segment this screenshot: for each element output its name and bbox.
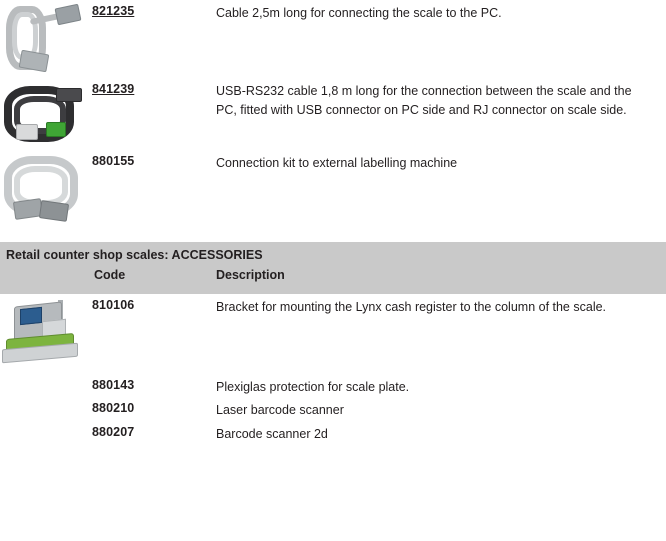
- product-code-link[interactable]: 821235: [92, 4, 135, 18]
- product-description: Laser barcode scanner: [216, 403, 344, 418]
- product-description-cell: [216, 421, 666, 444]
- table-header-row: [0, 268, 666, 294]
- product-code-cell: [92, 0, 216, 78]
- green-adapter-block: [46, 122, 66, 137]
- product-description-cell: [216, 374, 666, 397]
- section-title-bar: Retail counter shop scales: ACCESSORIES: [0, 242, 666, 268]
- table-row: [0, 294, 666, 374]
- product-description: Cable 2,5m long for connecting the scale to the PC.: [216, 6, 502, 20]
- product-description-cell: [216, 397, 666, 420]
- product-image-cell: [0, 150, 92, 228]
- product-description-cell: [216, 150, 666, 228]
- connector-right: [39, 200, 69, 222]
- accessories-table-top: [0, 0, 666, 242]
- grey-connection-kit-cable-image: [0, 150, 86, 228]
- accessories-table-section: [0, 268, 666, 444]
- register-display: [20, 307, 42, 325]
- product-code-cell: [92, 374, 216, 397]
- product-code: 880210: [92, 401, 135, 416]
- product-code: 880155: [92, 154, 135, 168]
- table-row: [0, 374, 666, 397]
- product-code: 810106: [92, 298, 135, 312]
- product-description: Plexiglas protection for scale plate.: [216, 380, 410, 394]
- column-header-description: Description: [216, 268, 666, 294]
- rj-connector: [16, 124, 38, 140]
- product-description: Bracket for mounting the Lynx cash register to the column of the scale.: [216, 300, 607, 314]
- table-row: [0, 150, 666, 228]
- product-description: Barcode scanner 2d: [216, 426, 328, 441]
- product-description-cell: [216, 294, 666, 374]
- product-image-cell: [0, 294, 92, 374]
- product-code: 880207: [92, 424, 135, 439]
- product-code-cell: [92, 294, 216, 374]
- lynx-cash-register-on-scale-image: [0, 294, 86, 374]
- table-row: [0, 0, 666, 78]
- section-gap: [0, 228, 666, 242]
- product-description-cell: [216, 78, 666, 150]
- table-row: [0, 421, 666, 444]
- product-description: USB-RS232 cable 1,8 m long for the connection between the scale and the PC, fitted with USB connector on PC side and RJ connector on scale side.: [216, 84, 632, 118]
- product-image-cell: [0, 397, 92, 420]
- column-header-code: Code: [92, 268, 216, 294]
- column-header-image: [0, 268, 92, 294]
- product-code-cell: [92, 150, 216, 228]
- table-row: [0, 397, 666, 420]
- table-row: [0, 78, 666, 150]
- product-description-cell: [216, 0, 666, 78]
- black-usb-rs232-cable-image: [0, 78, 86, 150]
- product-code-cell: [92, 421, 216, 444]
- dsub-connector: [54, 4, 81, 26]
- usb-connector: [56, 88, 82, 102]
- product-code-link[interactable]: 841239: [92, 82, 135, 96]
- product-image-cell: [0, 421, 92, 444]
- product-code: 880143: [92, 378, 135, 392]
- product-code-cell: [92, 397, 216, 420]
- coiled-grey-cable-image: [0, 0, 86, 78]
- product-image-cell: [0, 0, 92, 78]
- product-code-cell: [92, 78, 216, 150]
- product-image-cell: [0, 78, 92, 150]
- product-description: Connection kit to external labelling machine: [216, 156, 458, 170]
- product-image-cell: [0, 374, 92, 397]
